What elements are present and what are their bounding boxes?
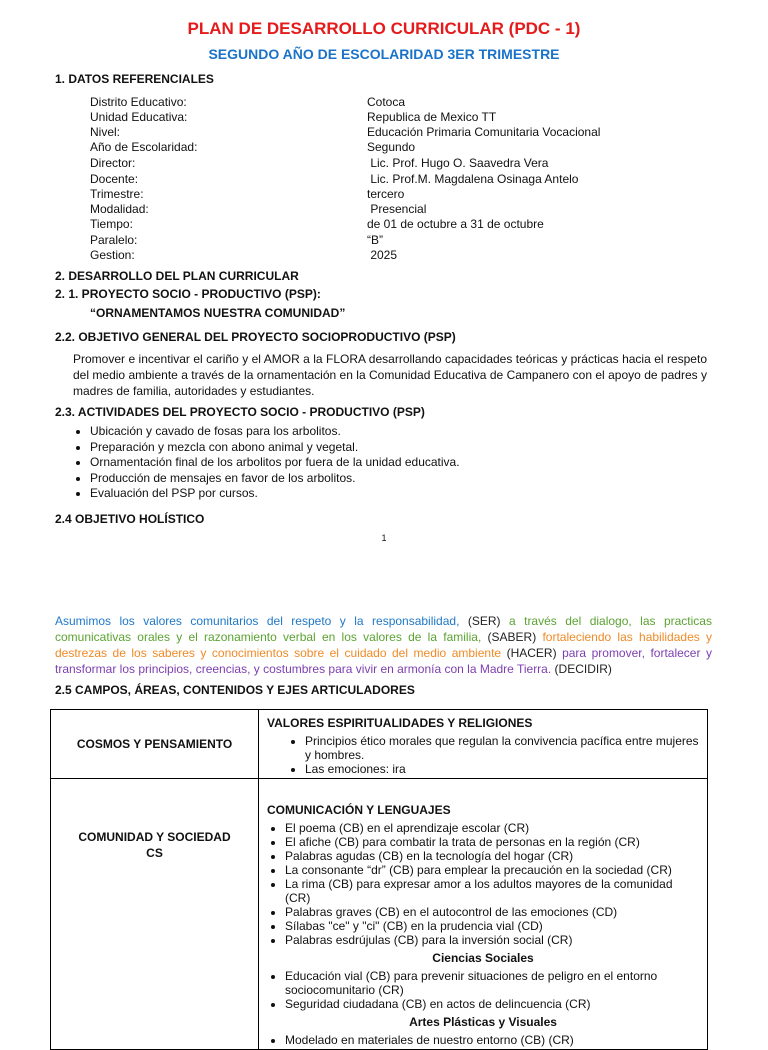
list-item: • Modelado en materiales de nuestro entorno (CB) (CR) xyxy=(285,1033,699,1047)
list-item: • Producción de mensajes en favor de los arbolitos. xyxy=(90,471,460,487)
ref-label: Modalidad: xyxy=(90,202,149,216)
ref-label: Paralelo: xyxy=(90,233,138,247)
document-title: PLAN DE DESARROLLO CURRICULAR (PDC - 1) xyxy=(187,19,581,38)
ref-value: de 01 de octubre a 31 de octubre xyxy=(367,217,544,231)
holistic-objective-text xyxy=(55,613,712,677)
list-item: • La rima (CB) para expresar amor a los adultos mayores de la comunidad (CR) xyxy=(285,877,699,905)
holistic-hacer-text: fortaleciendo las habilidades y destrezas de los saberes y conocimientos sobre el cuidado del medio ambiente xyxy=(55,630,712,660)
area-heading: VALORES ESPIRITUALIDADES Y RELIGIONES xyxy=(267,716,533,730)
document-subtitle: SEGUNDO AÑO DE ESCOLARIDAD 3ER TRIMESTRE xyxy=(208,46,560,62)
ref-value: Cotoca xyxy=(367,95,406,109)
ref-value: Educación Primaria Comunitaria Vocacional xyxy=(367,125,601,139)
list-item: • Seguridad ciudadana (CB) en actos de delincuencia (CR) xyxy=(285,997,699,1011)
list-item: • Ubicación y cavado de fosas para los arbolitos. xyxy=(90,424,460,440)
activities-list xyxy=(55,424,460,502)
area-heading: Artes Plásticas y Visuales xyxy=(409,1015,557,1029)
ref-value: Lic. Prof. Hugo O. Saavedra Vera xyxy=(367,156,549,170)
holistic-hacer-tag: (HACER) xyxy=(501,646,563,660)
list-item: • Palabras esdrújulas (CB) para la inversión social (CR) xyxy=(285,933,699,947)
section-1-heading: 1. DATOS REFERENCIALES xyxy=(55,72,214,86)
field-name: COMUNIDAD Y SOCIEDAD xyxy=(78,830,231,844)
list-item: • Las emociones: ira xyxy=(305,762,699,776)
area-heading: Ciencias Sociales xyxy=(432,951,534,965)
table-row xyxy=(51,779,708,1050)
list-item: • Evaluación del PSP por cursos. xyxy=(90,486,460,502)
holistic-heading: 2.4 OBJETIVO HOLÍSTICO xyxy=(55,512,205,526)
list-item: • Principios ético morales que regulan la convivencia pacífica entre mujeres y hombres. xyxy=(305,734,699,762)
holistic-ser-tag: (SER) xyxy=(459,614,509,628)
table-row xyxy=(51,710,708,779)
list-item: • Palabras graves (CB) en el autocontrol de las emociones (CD) xyxy=(285,905,699,919)
activities-heading: 2.3. ACTIVIDADES DEL PROYECTO SOCIO - PRODUCTIVO (PSP) xyxy=(55,405,425,419)
ref-label: Director: xyxy=(90,156,136,170)
ref-value: “B” xyxy=(367,233,383,247)
area-contents-cell xyxy=(259,779,708,1050)
ref-label: Año de Escolaridad: xyxy=(90,140,198,154)
ref-value: Segundo xyxy=(367,140,416,154)
ref-label: Tiempo: xyxy=(90,217,133,231)
content-list xyxy=(267,969,699,1011)
content-list xyxy=(267,821,699,947)
ref-value: Lic. Prof.M. Magdalena Osinaga Antelo xyxy=(367,172,579,186)
ref-label: Nivel: xyxy=(90,125,121,139)
psp-heading: 2. 1. PROYECTO SOCIO - PRODUCTIVO (PSP): xyxy=(55,287,321,301)
content-list xyxy=(267,734,699,776)
field-cosmos-cell xyxy=(51,710,259,779)
ref-label: Docente: xyxy=(90,172,139,186)
areas-heading: 2.5 CAMPOS, ÁREAS, CONTENIDOS Y EJES ARTICULADORES xyxy=(55,683,415,697)
list-item: • Sílabas "ce" y "ci" (CB) en la prudencia vial (CD) xyxy=(285,919,699,933)
holistic-decidir-text: para promover, fortalecer y transformar los principios, creencias, y costumbres para vivir en armonía con la Madre Tierra. xyxy=(55,646,712,676)
area-heading: COMUNICACIÓN Y LENGUAJES xyxy=(267,803,451,817)
list-item: • El poema (CB) en el aprendizaje escolar (CR) xyxy=(285,821,699,835)
list-item: • La consonante “dr” (CB) para emplear la precaución en la sociedad (CR) xyxy=(285,863,699,877)
content-list xyxy=(267,1033,699,1047)
list-item: • Ornamentación final de los arbolitos por fuera de la unidad educativa. xyxy=(90,455,460,471)
ref-label: Gestion: xyxy=(90,248,135,262)
ref-label: Distrito Educativo: xyxy=(90,95,187,109)
field-code: CS xyxy=(146,846,163,860)
field-comunidad-cell xyxy=(51,779,259,1050)
areas-table xyxy=(50,709,708,1050)
page-number: 1 xyxy=(381,533,387,543)
field-name: COSMOS Y PENSAMIENTO xyxy=(76,737,233,751)
section-2-heading: 2. DESARROLLO DEL PLAN CURRICULAR xyxy=(55,269,299,283)
ref-value: Presencial xyxy=(367,202,427,216)
holistic-decidir-tag: (DECIDIR) xyxy=(551,662,612,676)
holistic-ser-text: Asumimos los valores comunitarios del respeto y la responsabilidad, xyxy=(55,614,460,628)
list-item: • Educación vial (CB) para prevenir situaciones de peligro en el entorno sociocomunitario (CR) xyxy=(285,969,699,997)
ref-value: Republica de Mexico TT xyxy=(367,110,497,124)
holistic-saber-text: a través del dialogo, las practicas comunicativas orales y el razonamiento verbal en los valores de la familia, xyxy=(55,614,712,644)
objective-heading: 2.2. OBJETIVO GENERAL DEL PROYECTO SOCIOPRODUCTIVO (PSP) xyxy=(55,330,456,344)
ref-label: Trimestre: xyxy=(90,187,144,201)
psp-name: “ORNAMENTAMOS NUESTRA COMUNIDAD” xyxy=(90,306,346,320)
ref-label: Unidad Educativa: xyxy=(90,110,188,124)
list-item: • El afiche (CB) para combatir la trata de personas en la región (CR) xyxy=(285,835,699,849)
ref-value: 2025 xyxy=(367,248,398,262)
list-item: • Preparación y mezcla con abono animal y vegetal. xyxy=(90,440,460,456)
ref-value: tercero xyxy=(367,187,405,201)
holistic-saber-tag: (SABER) xyxy=(481,630,543,644)
objective-text: Promover e incentivar el cariño y el AMOR a la FLORA desarrollando capacidades teóricas y prácticas hacia el respeto del medio ambiente a través de la ornamentación en la Comunidad Educativa de Campanero con el apoyo de padres y madres de familia, autoridades y estudiantes. xyxy=(73,352,707,398)
list-item: • Palabras agudas (CB) en la tecnología del hogar (CR) xyxy=(285,849,699,863)
area-contents-cell xyxy=(259,710,708,779)
